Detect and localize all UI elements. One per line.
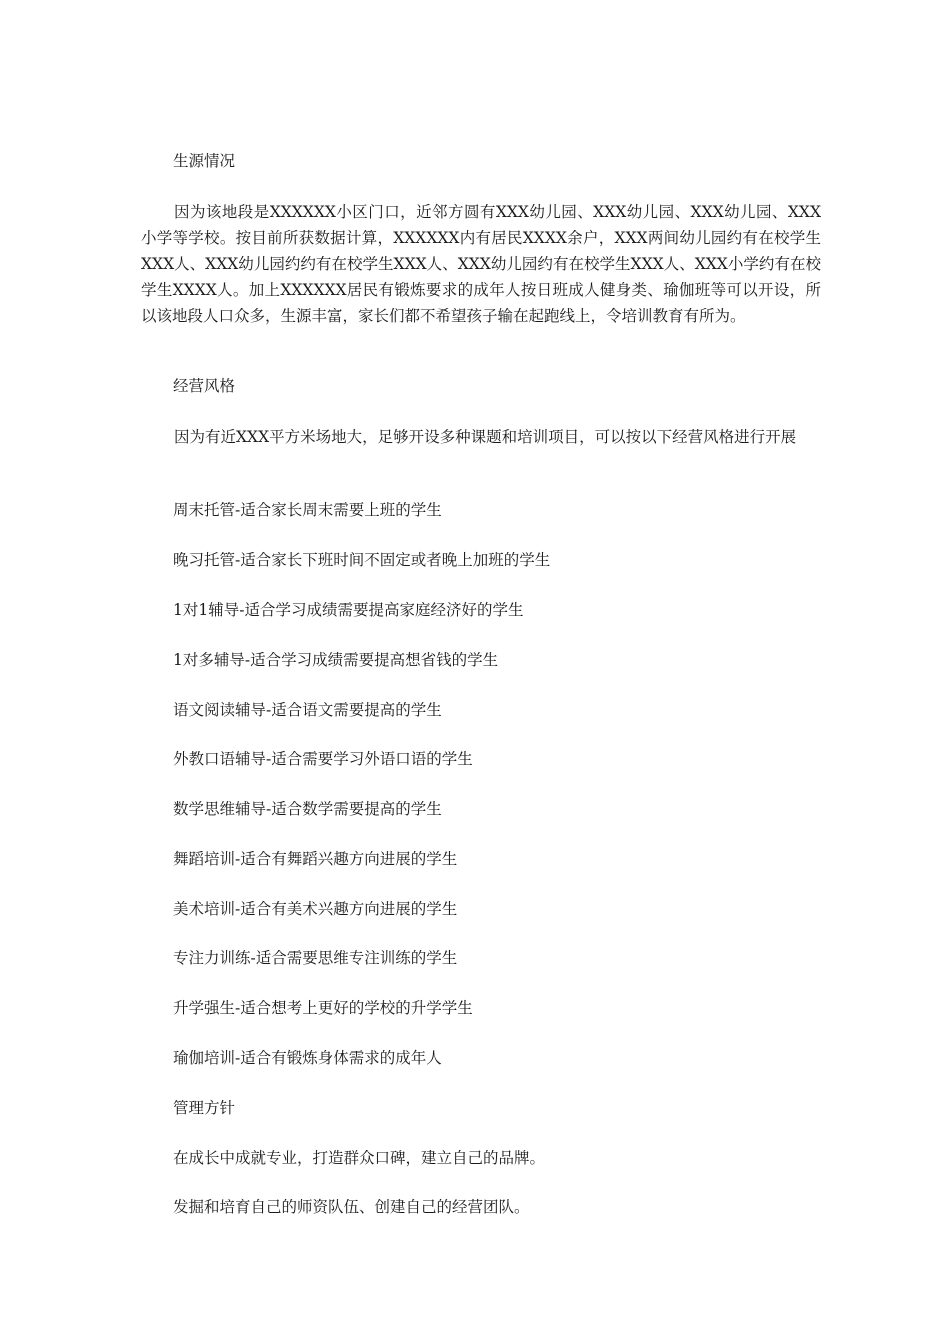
- list-item: 1对1辅导-适合学习成绩需要提高家庭经济好的学生: [173, 601, 524, 619]
- list-item: 外教口语辅导-适合需要学习外语口语的学生: [173, 750, 473, 768]
- list-item: 舞蹈培训-适合有舞蹈兴趣方向进展的学生: [173, 850, 458, 868]
- paragraph-source: 因为该地段是XXXXXX小区门口，近邻方圆有XXX幼儿园、XXX幼儿园、XXX幼儿园、XXX小学等学校。按目前所获数据计算，XXXXXX内有居民XXXX余户，XXX两间幼儿园约有在校学生XXX人、XXX幼儿园约约有在校学生XXX人、XXX幼儿园约有在校学生XXX人、XXX小学约有在校学生XXXX人。加上XXXXXX居民有锻炼要求的成年人按日班成人健身类、瑜伽班等可以开设，所以该地段人口众多，生源丰富，家长们都不希望孩子输在起跑线上，令培训教育有所为。: [141, 203, 821, 325]
- section-heading-source: 生源情况: [173, 152, 236, 170]
- list-item: 语文阅读辅导-适合语文需要提高的学生: [173, 701, 442, 719]
- list-item: 周末托管-适合家长周末需要上班的学生: [173, 501, 442, 519]
- list-item: 在成长中成就专业，打造群众口碑，建立自己的品牌。: [173, 1149, 546, 1167]
- list-item: 瑜伽培训-适合有锻炼身体需求的成年人: [173, 1049, 442, 1067]
- list-item: 发掘和培育自己的师资队伍、创建自己的经营团队。: [173, 1198, 530, 1216]
- list-item: 美术培训-适合有美术兴趣方向进展的学生: [173, 900, 458, 918]
- list-item: 升学强生-适合想考上更好的学校的升学学生: [173, 999, 473, 1017]
- list-item: 专注力训练-适合需要思维专注训练的学生: [173, 949, 458, 967]
- list-item: 1对多辅导-适合学习成绩需要提高想省钱的学生: [173, 651, 499, 669]
- section-heading-policy: 管理方针: [173, 1099, 236, 1117]
- list-item: 晚习托管-适合家长下班时间不固定或者晚上加班的学生: [173, 551, 551, 569]
- paragraph-style: 因为有近XXX平方米场地大，足够开设多种课题和培训项目，可以按以下经营风格进行开展: [174, 428, 797, 446]
- section-heading-style: 经营风格: [173, 377, 236, 395]
- list-item: 数学思维辅导-适合数学需要提高的学生: [173, 800, 442, 818]
